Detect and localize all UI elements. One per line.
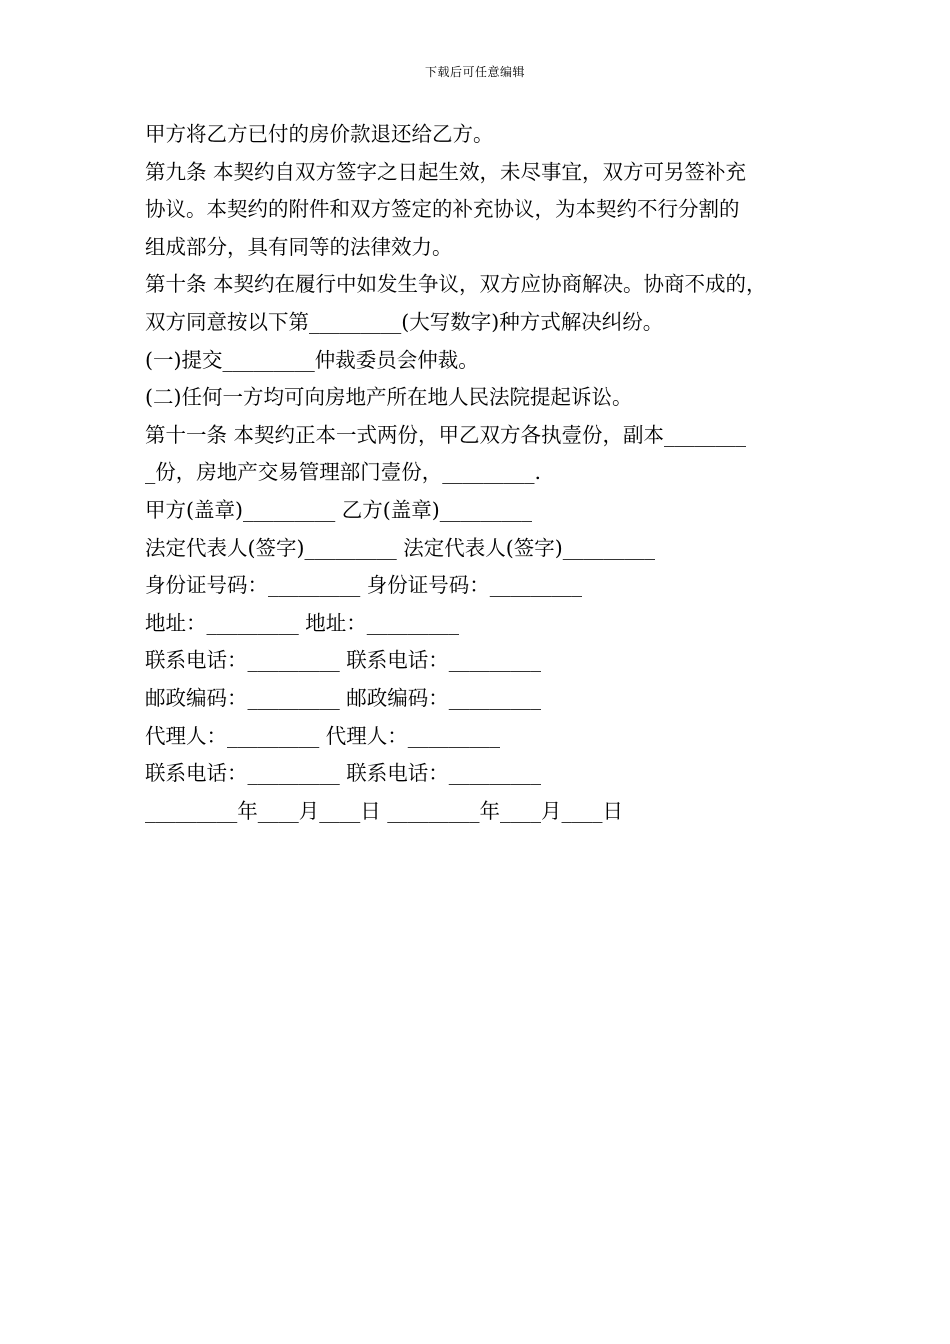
- article-9-line-2: 协议。本契约的附件和双方签定的补充协议，为本契约不行分割的: [145, 197, 740, 222]
- option-arbitration: (一)提交_________仲裁委员会仲裁。: [145, 347, 479, 372]
- address-row: 地址：_________ 地址：_________: [145, 610, 460, 635]
- legal-representative-row: 法定代表人(签字)_________ 法定代表人(签字)_________: [145, 535, 656, 560]
- signature-seal-row: 甲方(盖章)_________ 乙方(盖章)_________: [145, 497, 533, 522]
- postal-code-row: 邮政编码：_________ 邮政编码：_________: [145, 685, 542, 710]
- page-header: 下载后可任意编辑: [424, 65, 525, 79]
- contract-body: [145, 116, 825, 830]
- article-10-line-1: 第十条 本契约在履行中如发生争议，双方应协商解决。协商不成的，: [145, 272, 767, 297]
- date-row: _________年____月____日 _________年____月____日: [145, 798, 624, 823]
- phone-row: 联系电话：_________ 联系电话：_________: [145, 648, 542, 673]
- paragraph-refund: 甲方将乙方已付的房价款退还给乙方。: [145, 122, 494, 146]
- article-9-line-3: 组成部分，具有同等的法律效力。: [145, 234, 453, 259]
- article-11-line-2: _份，房地产交易管理部门壹份，_________.: [145, 460, 542, 485]
- agent-phone-row: 联系电话：_________ 联系电话：_________: [145, 761, 542, 786]
- agent-row: 代理人：_________ 代理人：_________: [145, 723, 501, 748]
- option-litigation: (二)任何一方均可向房地产所在地人民法院提起诉讼。: [145, 385, 633, 410]
- article-9-line-1: 第九条 本契约自双方签字之日起生效，未尽事宜，双方可另签补充: [145, 159, 747, 184]
- article-10-line-2: 双方同意按以下第_________(大写数字)种方式解决纠纷。: [145, 309, 664, 334]
- id-number-row: 身份证号码：_________ 身份证号码：_________: [145, 573, 583, 598]
- article-11-line-1: 第十一条 本契约正本一式两份，甲乙双方各执壹份，副本________: [145, 422, 747, 447]
